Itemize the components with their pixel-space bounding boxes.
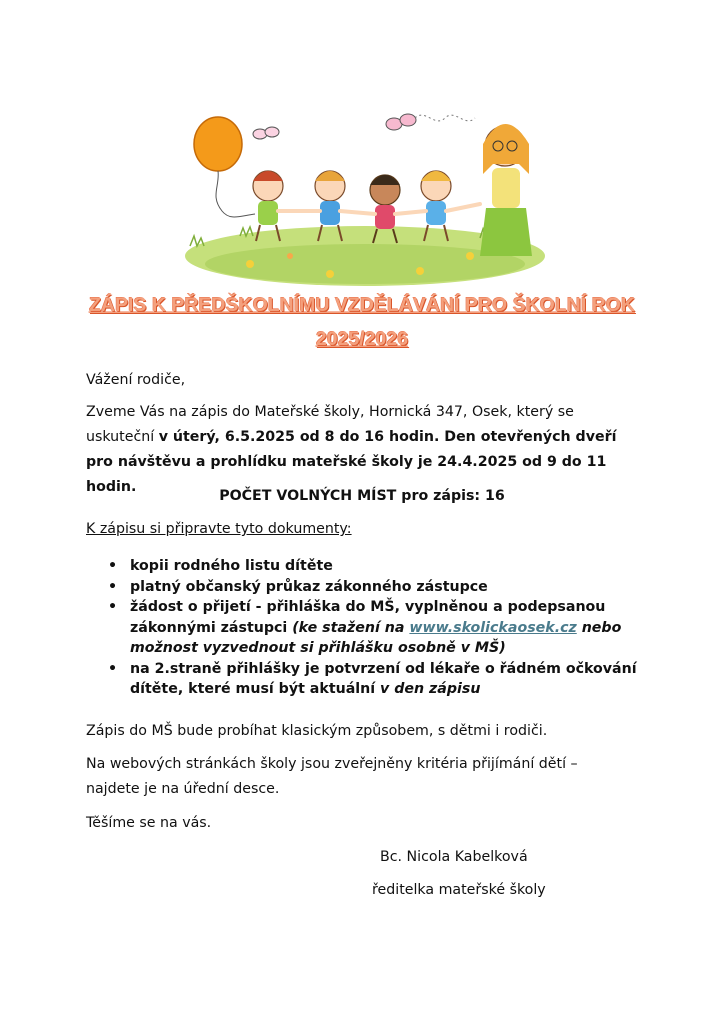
list-item: • žádost o přijetí - přihláška do MŠ, vyplněnou a podepsanou zákonnými zástupci (ke stažení na www.skolickaosek.cz nebo možnost vyzvednout si přihlášku osobně v MŠ) xyxy=(108,599,622,656)
list-item: • na 2.straně přihlášky je potvrzení od lékaře o řádném očkování dítěte, které musí být aktuální v den zápisu xyxy=(108,660,637,697)
balloon xyxy=(194,117,255,217)
butterfly-left xyxy=(253,127,279,139)
doc-item-vaccination-date: v den zápisu xyxy=(380,681,481,697)
doc-item-id-card: platný občanský průkaz zákonného zástupce xyxy=(130,578,488,595)
list-item: • platný občanský průkaz zákonného zástupce xyxy=(108,578,488,595)
documents-list xyxy=(108,556,648,700)
teacher xyxy=(480,124,532,256)
documents-heading: K zápisu si připravte tyto dokumenty: xyxy=(86,521,352,537)
school-website-link[interactable]: www.skolickaosek.cz xyxy=(409,619,577,636)
page-title-line1: ZÁPIS K PŘEDŠKOLNÍMU VZDĚLÁVÁNÍ PRO ŠKOLNÍ ROK xyxy=(88,294,636,316)
invitation-date-bold: v úterý, 6.5.2025 od 8 do 16 hodin. Den otevřených dveří pro návštěvu a prohlídku mateřské školy je 24.4.2025 od 9 do 11 hodin. xyxy=(86,429,617,495)
doc-item-application-note-end: nebo možnost vyzvednout si přihlášku osobně v MŠ) xyxy=(130,619,622,656)
page-title-line2: 2025/2026 xyxy=(315,328,409,350)
free-places-label: POČET VOLNÝCH MÍST xyxy=(219,488,397,504)
closing-line: Těšíme se na vás. xyxy=(86,815,212,831)
doc-item-vaccination: na 2.straně přihlášky je potvrzení od lékaře o řádném očkování dítěte, které musí být aktuální xyxy=(130,660,637,697)
butterfly-right xyxy=(386,114,416,130)
children-illustration xyxy=(180,86,550,286)
signature-role: ředitelka mateřské školy xyxy=(372,882,546,898)
doc-item-birth-certificate: kopii rodného listu dítěte xyxy=(130,558,333,574)
list-item: • kopii rodného listu dítěte xyxy=(108,558,333,574)
classic-enrollment-paragraph: Zápis do MŠ bude probíhat klasickým způsobem, s dětmi i rodiči. xyxy=(86,723,548,739)
invitation-text: Zveme Vás na zápis do Mateřské školy, Hornická 347, Osek, který se uskuteční xyxy=(86,404,574,445)
free-places-count: pro zápis: 16 xyxy=(396,488,505,504)
greeting: Vážení rodiče, xyxy=(86,372,186,388)
doc-item-application: žádost o přijetí - přihláška do MŠ, vyplněnou a podepsanou zákonnými zástupci xyxy=(130,599,606,636)
criteria-paragraph: Na webových stránkách školy jsou zveřejněny kritéria přijímání dětí – najdete je na úřední desce. xyxy=(86,756,578,797)
free-places-line xyxy=(86,484,638,509)
doc-item-application-note: (ke stažení na xyxy=(292,619,410,636)
signature-name: Bc. Nicola Kabelková xyxy=(380,849,528,865)
